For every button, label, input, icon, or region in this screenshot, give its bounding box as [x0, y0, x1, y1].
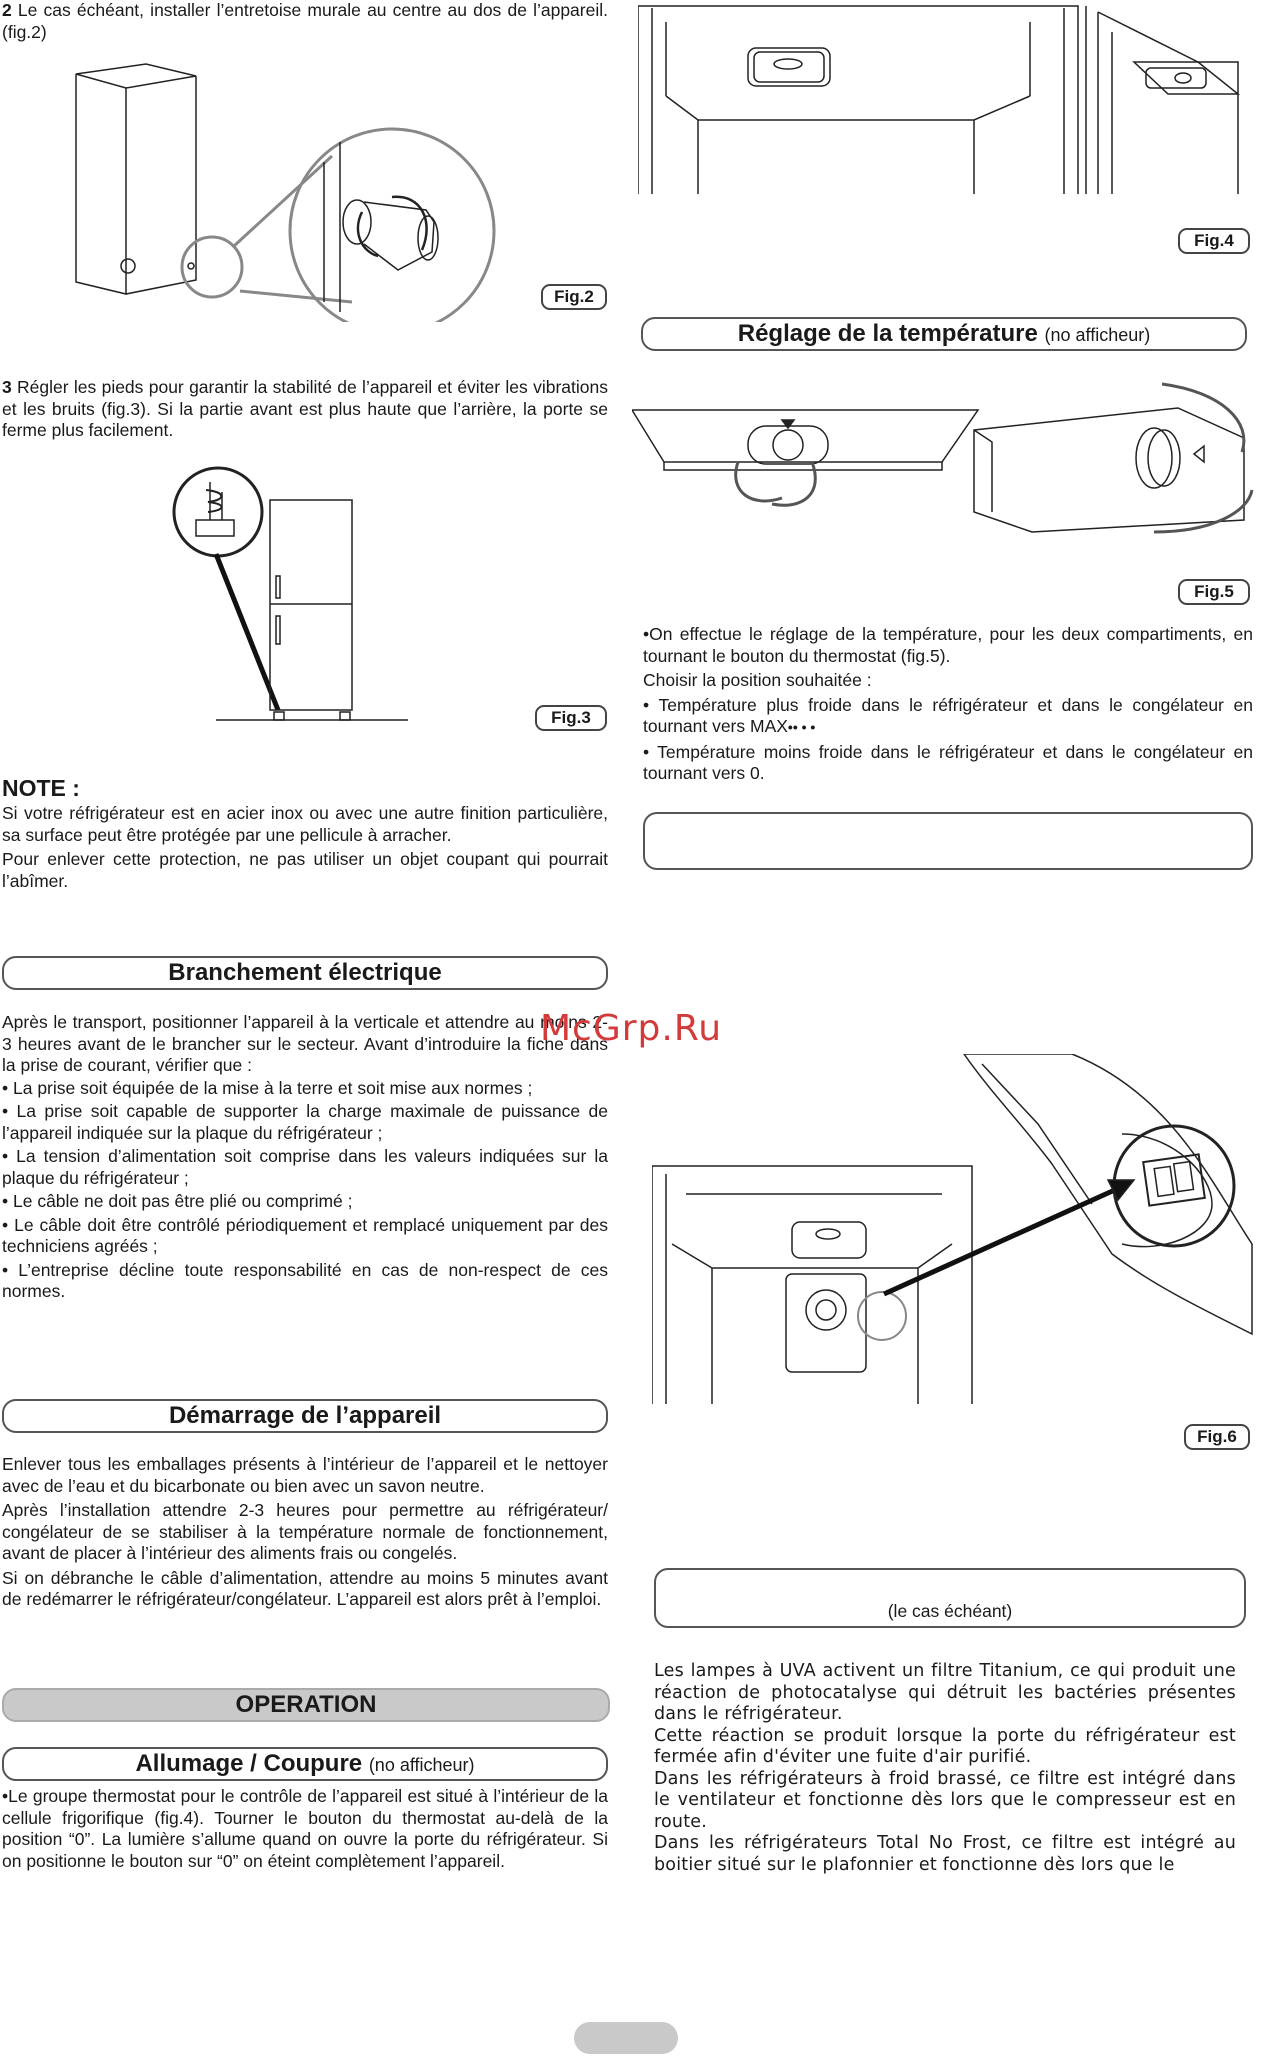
temperature-title: Réglage de la température — [737, 320, 1038, 347]
uva-box-text: (le cas échéant) — [887, 1600, 1013, 1621]
note-paragraph-2: Pour enlever cette protection, ne pas utiliser un objet coupant qui pourrait l’abîmer. — [2, 849, 608, 891]
fig6-illustration — [652, 1054, 1264, 1408]
temperature-body — [643, 624, 1253, 785]
temperature-empty-box — [643, 812, 1253, 870]
electrical-item: • Le câble ne doit pas être plié ou comprimé ; — [2, 1191, 353, 1211]
fig3-description: Régler les pieds pour garantir la stabilité de l’appareil et éviter les vibrations et les bruits (fig.3). Si la partie avant est plus haute que l’arrière, la porte se ferme plus facilement. — [2, 377, 608, 440]
fig3-step-number: 3 — [2, 377, 12, 397]
electrical-item: • Le câble doit être contrôlé périodiquement et remplacé uniquement par des techniciens agréés ; — [2, 1214, 608, 1256]
note-title: NOTE : — [2, 775, 80, 801]
note-paragraph-1: Si votre réfrigérateur est en acier inox ou avec une autre finition particulière, sa surface peut être protégée par une pellicule à arracher. — [2, 803, 608, 845]
uva-body — [654, 1661, 1236, 1876]
section-startup-header — [2, 1399, 608, 1433]
uva-paragraph-2: Cette réaction se produit lorsque la porte du réfrigérateur est fermée afin d'éviter une fuite d'air purifié. — [654, 1725, 1236, 1767]
fig3-label: Fig.3 — [535, 705, 607, 731]
fig5-label: Fig.5 — [1178, 579, 1250, 605]
electrical-intro: Après le transport, positionner l’appareil à la verticale et attendre au moins 2-3 heures avant de le brancher sur le secteur. Avant d’introduire la fiche dans la prise de courant, vérifier que : — [2, 1012, 608, 1075]
temperature-paragraph-2: Choisir la position souhaitée : — [643, 670, 872, 690]
temperature-colder-text: • Température plus froide dans le réfrigérateur et dans le congélateur en tournant vers MAX — [643, 694, 1253, 736]
electrical-item: • La prise soit capable de supporter la charge maximale de puissance de l’appareil indiquée sur la plaque du réfrigérateur ; — [2, 1101, 608, 1143]
section-onoff-header — [2, 1747, 608, 1781]
fig3-text — [2, 377, 608, 442]
electrical-title: Branchement électrique — [168, 959, 442, 986]
onoff-title: Allumage / Coupure — [135, 1750, 363, 1777]
page-number-pill — [574, 2022, 678, 2054]
operation-paragraph: •Le groupe thermostat pour le contrôle de l’appareil est situé à l’intérieur de la cellule frigorifique (fig.4). Tourner le bouton du thermostat au-delà de la position “0”. La lumière s’allume quand on ouvre la porte du réfrigérateur. Si on positionne le bouton sur “0” on éteint complètement l’appareil. — [2, 1786, 608, 1871]
watermark: McGrp.Ru — [540, 1008, 723, 1049]
fig2-text — [2, 0, 608, 43]
uva-paragraph-1: Les lampes à UVA activent un filtre Titanium, ce qui produit une réaction de photocatalyse qui détruit les bactéries présentes dans le réfrigérateur. — [654, 1661, 1236, 1724]
temperature-subtitle: (no afficheur) — [1044, 325, 1151, 345]
startup-body — [2, 1454, 608, 1611]
electrical-item: • La prise soit équipée de la mise à la terre et soit mise aux normes ; — [2, 1077, 533, 1098]
electrical-item: • La tension d’alimentation soit comprise dans les valeurs indiquées sur la plaque du réfrigérateur ; — [2, 1146, 608, 1188]
electrical-body — [2, 1012, 608, 1303]
electrical-item: • L’entreprise décline toute responsabilité en cas de non-respect de ces normes. — [2, 1259, 608, 1301]
fig4-illustration — [638, 2, 1266, 198]
startup-paragraph-1: Enlever tous les emballages présents à l’intérieur de l’appareil et le nettoyer avec de l’eau et du bicarbonate ou bien avec un savon neutre. — [2, 1454, 608, 1496]
uva-box — [654, 1568, 1246, 1628]
fig5-illustration — [632, 382, 1268, 534]
uva-paragraph-3: Dans les réfrigérateurs à froid brassé, ce filtre est intégré dans le ventilateur et fonctionne dès lors que le compresseur est en route. — [654, 1768, 1236, 1832]
fig2-description: Le cas échéant, installer l’entretoise murale au centre au dos de l’appareil. (fig.2) — [2, 0, 608, 42]
operation-title: OPERATION — [235, 1691, 377, 1718]
onoff-subtitle: (no afficheur) — [368, 1755, 475, 1775]
fig3-illustration — [168, 462, 428, 742]
section-electrical-header — [2, 956, 608, 990]
fig2-step-number: 2 — [2, 0, 12, 20]
startup-title: Démarrage de l’appareil — [168, 1402, 442, 1429]
temperature-paragraph-3 — [643, 695, 1253, 739]
startup-paragraph-2: Après l’installation attendre 2-3 heures pour permettre au réfrigérateur/ congélateur de se stabiliser à la température normale de fonctionnement, avant de placer à l’intérieur des aliments frais ou congelés. — [2, 1500, 608, 1563]
fig4-label: Fig.4 — [1178, 228, 1250, 254]
fig6-label: Fig.6 — [1184, 1424, 1250, 1450]
startup-paragraph-3: Si on débranche le câble d’alimentation, attendre au moins 5 minutes avant de redémarrer le réfrigérateur/congélateur. L’appareil est alors prêt à l’emploi. — [2, 1567, 608, 1609]
fig2-label: Fig.2 — [541, 284, 607, 310]
section-temperature-header — [641, 317, 1247, 351]
section-operation-header — [2, 1688, 610, 1722]
temperature-max-dots: •• • • — [787, 719, 816, 735]
fig2-illustration — [62, 62, 502, 322]
temperature-paragraph-1: •On effectue le réglage de la température, pour les deux compartiments, en tournant le bouton du thermostat (fig.5). — [643, 624, 1253, 666]
temperature-paragraph-4: • Température moins froide dans le réfrigérateur et dans le congélateur en tournant vers 0. — [643, 741, 1253, 783]
uva-paragraph-4: Dans les réfrigérateurs Total No Frost, ce filtre est intégré au boitier situé sur le plafonnier et fonctionne dès lors que le — [654, 1833, 1236, 1875]
